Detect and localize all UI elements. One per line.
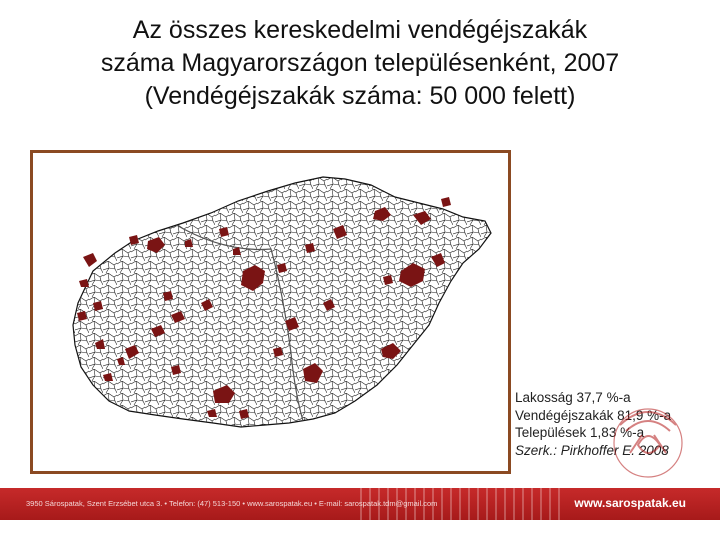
stat-settlements: Települések 1,83 %-a — [515, 425, 645, 440]
settlement-sopron — [83, 253, 97, 267]
title-line-2: száma Magyarországon településenként, 2007 — [100, 49, 620, 77]
footer-bar — [0, 488, 720, 520]
settlement-sarospatak — [441, 197, 451, 207]
map-editor-credit: Szerk.: Pirkhoffer E. 2008 — [515, 442, 669, 458]
tdm-seal-logo — [590, 395, 706, 485]
settlement-boundaries — [33, 153, 508, 471]
stat-population: Lakosság 37,7 %-a — [515, 390, 631, 405]
stat-guest-nights: Vendégéjszakák 81,9 %-a — [515, 407, 672, 423]
title-line-3: (Vendégéjszakák száma: 50 000 felett) — [144, 82, 576, 110]
footer-address: 3950 Sárospatak, Szent Erzsébet utca 3. • Telefon: (47) 513-150 • www.sarospatak.eu • E-mail: sarospatak.tdm@gmail.com — [26, 499, 438, 508]
hungary-settlement-map — [33, 153, 508, 471]
slide-title — [20, 14, 700, 113]
settlement-buk — [79, 279, 89, 287]
footer-website-link[interactable]: www.sarospatak.eu — [574, 496, 686, 510]
title-line-1: Az összes kereskedelmi vendégéjszakák — [132, 16, 588, 44]
bottom-band — [0, 520, 720, 540]
map-frame — [30, 150, 511, 474]
